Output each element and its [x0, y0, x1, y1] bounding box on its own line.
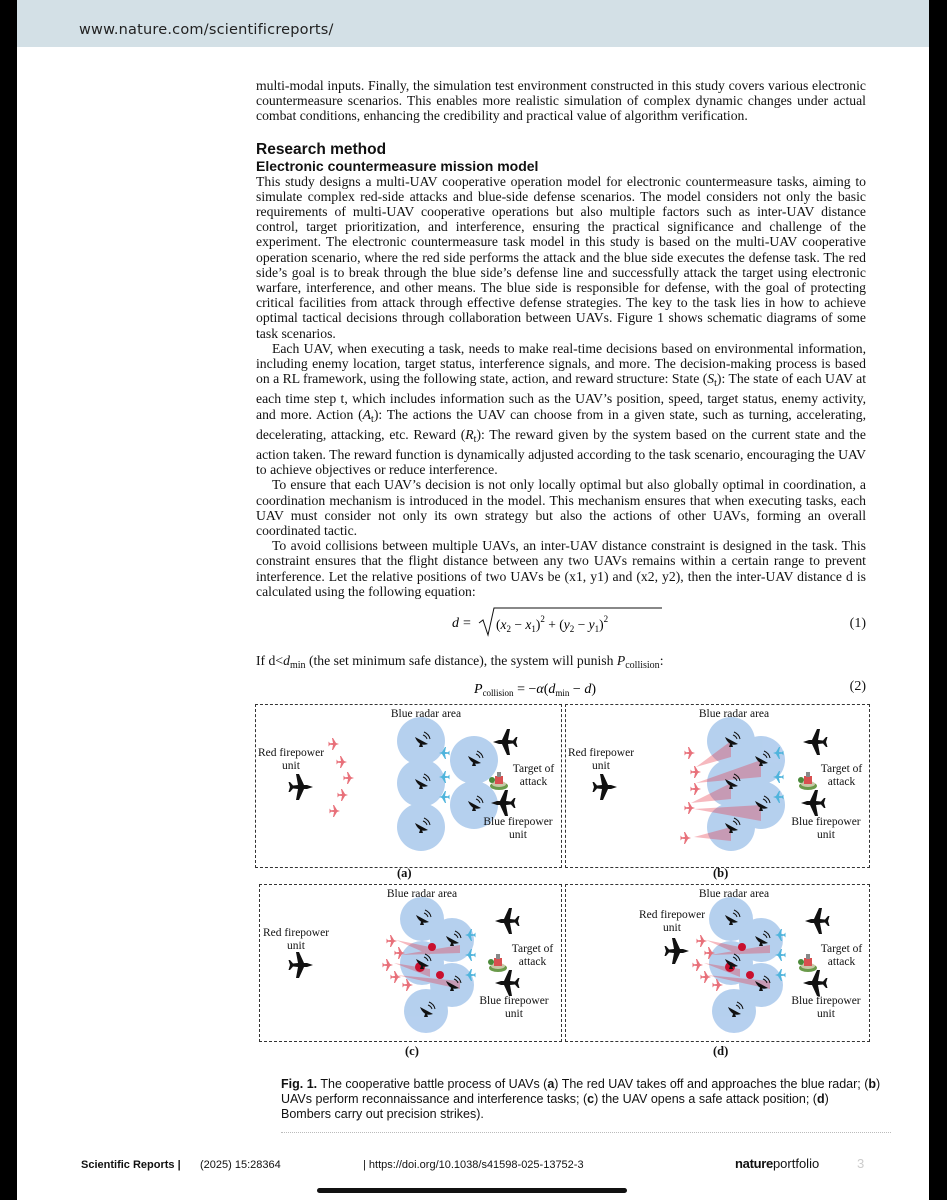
label-target-of-attack: Target of attack	[512, 763, 555, 788]
page-number: 3	[857, 1156, 865, 1171]
doi-link[interactable]: | https://doi.org/10.1038/s41598-025-13752-3	[363, 1159, 584, 1171]
figure-panel-d	[565, 884, 870, 1042]
paragraph-3: To ensure that each UAV’s decision is not only locally optimal but also globally optimal in coordination, a coordination mechanism is introduced in the model. This mechanism ensures that when executing tasks, each UAV must consider not only its own strategy but also the actions of other UAVs, forming an overall coordinated tactic.	[256, 477, 866, 539]
figure-1	[255, 700, 875, 1062]
figure-panel-b	[565, 704, 870, 868]
figure-panel-c	[259, 884, 562, 1042]
intro-paragraph: multi-modal inputs. Finally, the simulation test environment constructed in this study covers various electronic countermeasure scenarios. This enables more realistic simulation of complex dynamic changes under actual combat conditions, enhancing the credibility and practical value of algorithm verification.	[256, 78, 866, 124]
paragraph-4: To avoid collisions between multiple UAVs, an inter-UAV distance constraint is designed in the task. This constraint ensures that the flight distance between any two UAVs remains within a certain range to prevent interference. Let the relative positions of two UAVs be (x1, y1) and (x2, y2), then the inter-UAV distance d is calculated using the following equation:	[256, 538, 866, 599]
svg-text:=: =	[463, 616, 471, 632]
figure-caption: Fig. 1. The cooperative battle process of UAVs (a) The red UAV takes off and approaches the blue radar; (b) UAVs perform reconnaissance and interference tasks; (c) the UAV opens a safe attack position; (d) Bombers carry out precision strikes).	[281, 1077, 881, 1133]
section-title: Research method	[256, 140, 387, 158]
caption-divider	[281, 1132, 891, 1133]
label-red-firepower-unit: Red firepower unit	[257, 747, 325, 772]
citation-volume: (2025) 15:28364	[200, 1159, 281, 1171]
label-blue-firepower-unit: Blue firepower unit	[483, 816, 553, 841]
distance-formula	[452, 605, 672, 639]
label-blue-firepower-unit: Blue firepower unit	[479, 995, 549, 1020]
browser-url-bar[interactable]	[17, 0, 929, 47]
label-blue-radar-area: Blue radar area	[386, 888, 458, 900]
figure-panel-a	[255, 704, 562, 868]
svg-text:d: d	[452, 616, 459, 632]
label-blue-radar-area: Blue radar area	[390, 708, 462, 720]
svg-text:Pcollision = −α(dmin − d): $P_{collision} = -\alpha(d_{min} - d)$	[474, 682, 596, 699]
nature-portfolio-logo: natureportfolio	[735, 1156, 820, 1171]
label-blue-radar-area: Blue radar area	[698, 708, 770, 720]
label-blue-firepower-unit: Blue firepower unit	[791, 816, 861, 841]
url-text[interactable]: www.nature.com/scientificreports/	[79, 22, 334, 38]
equation-2	[256, 673, 866, 703]
label-blue-firepower-unit: Blue firepower unit	[791, 995, 861, 1020]
panel-letter-a: (a)	[397, 866, 412, 880]
equation-number-2: (2)	[849, 679, 866, 695]
panel-letter-c: (c)	[405, 1044, 419, 1058]
document-page	[17, 0, 929, 1200]
article-body	[256, 78, 866, 703]
subsection-title: Electronic countermeasure mission model	[256, 157, 539, 174]
paragraph-2: Each UAV, when executing a task, needs to make real-time decisions based on environmental information, including enemy location, target status, interference signals, and more. The decision-making process is based on a RL framework, using the following state, action, and reward structure: State $(S_t)$: The state of each UAV at each time step t, which includes information such as the UAV’s position, speed, target status, enemy activity, and more. Action $(A_t)$: The actions the UAV can choose from in a given state, such as turning, accelerating, decelerating, attacking, etc. Reward $(R_t)$: The reward given by the system based on the current state and the action taken. The reward function is dynamically adjusted according to the task scenario, encouraging the UAV to achieve objectives or reduce interference.	[256, 340, 867, 478]
svg-text:(x2 − x1)2 + (y2 − y1)2: $(x_2 - x_1)^2 + (y_2 - y_1)^2$	[496, 614, 609, 635]
equation-number-1: (1)	[849, 616, 866, 632]
label-blue-radar-area: Blue radar area	[698, 888, 770, 900]
panel-letter-d: (d)	[713, 1044, 729, 1058]
label-target-of-attack: Target of attack	[820, 943, 863, 968]
journal-name: Scientific Reports |	[81, 1159, 181, 1171]
penalty-formula	[474, 675, 634, 701]
label-target-of-attack: Target of attack	[820, 763, 863, 788]
panel-letter-b: (b)	[713, 866, 729, 880]
paragraph-1: This study designs a multi-UAV cooperative operation model for electronic countermeasure tasks, aiming to simulate complex red-side attacks and blue-side defense scenarios. The model considers not only the basic requirements of multi-UAV cooperative operations but also multiple factors such as inter-UAV distance control, target prioritization, and interference, ensuring the practical significance and challenge of the experiment. The electronic countermeasure task model in this study is based on the multi-UAV cooperative operation scenario, where the red side performs the attack and the blue side executes the defense task. The red side’s goal is to break through the blue side’s defense line and successfully attack the target using electronic warfare, interference, and other means. The blue side is responsible for defense, with the goal of protecting critical facilities from attack through effective defense strategies. The key to the task lies in how to achieve optimal tactical decisions through collaboration between UAVs. Figure 1 shows schematic diagrams of some task scenarios.	[256, 173, 866, 341]
label-target-of-attack: Target of attack	[511, 943, 554, 968]
paragraph-5: If $d<d_{min}$ (the set minimum safe distance), the system will punish $P_{collision}$:	[256, 653, 664, 672]
label-red-firepower-unit: Red firepower unit	[262, 927, 330, 952]
label-red-firepower-unit: Red firepower unit	[567, 747, 635, 772]
home-indicator[interactable]	[317, 1188, 627, 1193]
label-red-firepower-unit: Red firepower unit	[638, 909, 706, 934]
equation-1	[256, 599, 866, 643]
